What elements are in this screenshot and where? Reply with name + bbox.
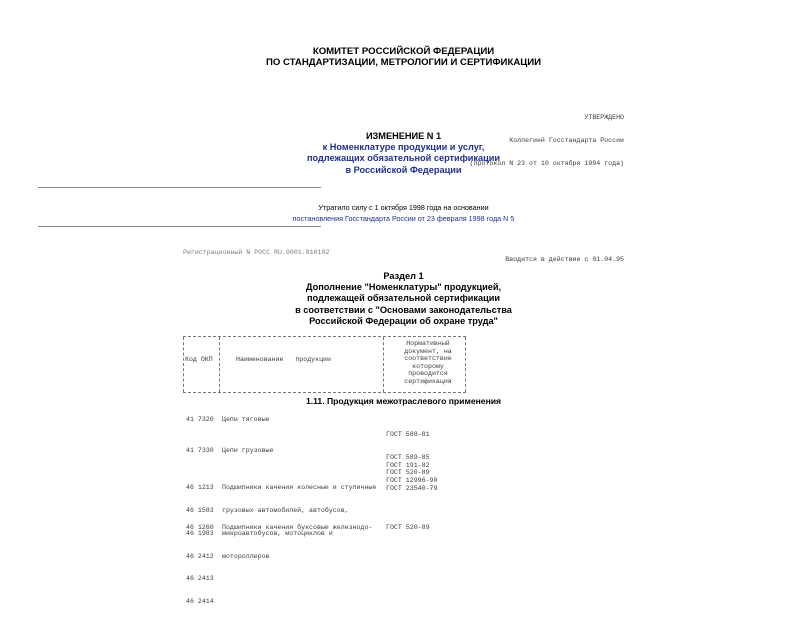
row-standards: ГОСТ 191-82 ГОСТ 23540-79 <box>386 462 438 492</box>
approved-line-3: (протокол N 23 от 10 октября 1994 года) <box>469 159 624 167</box>
header-name: Наименование продукции <box>236 356 331 363</box>
table-border-right <box>465 337 466 392</box>
header-normative-doc: Нормативный документ, на соответствие которому проводится сертификация <box>404 340 452 385</box>
amendment-title: ИЗМЕНЕНИЕ N 1 <box>365 131 442 141</box>
org-line-2: ПО СТАНДАРТИЗАЦИИ, МЕТРОЛОГИИ И СЕРТИФИКАЦИИ <box>265 57 542 68</box>
group-title: 1.11. Продукция межотраслевого применения <box>305 396 502 406</box>
amendment-link-line-1[interactable]: к Номенклатуре продукции и услуг, <box>322 142 485 153</box>
section-line-4: Российской Федерации об охране труда" <box>309 315 498 326</box>
section-line-1: Дополнение "Номенклатуры" продукцией, <box>305 282 502 293</box>
divider-bottom <box>38 226 321 227</box>
amendment-link-line-2[interactable]: подлежащих обязательной сертификации <box>306 153 501 164</box>
approved-line-2: Коллегией Госстандарта России <box>509 136 624 144</box>
row-code: 46 1213 46 1583 46 1983 46 2412 46 2413 46 2414 <box>186 484 214 606</box>
amendment-heading <box>0 131 807 176</box>
row-standards: ГОСТ 520-89 <box>386 469 430 476</box>
header-code: Код ОКП <box>185 356 213 363</box>
section-heading <box>0 271 807 327</box>
section-line-3: в соответствии с "Основами законодательства <box>295 304 512 315</box>
table-border-name <box>383 337 384 392</box>
registration-number: Регистрационный N РОСС RU.0001.010102 <box>183 249 330 256</box>
row-name: Цепи тяговые <box>222 416 270 423</box>
amendment-link-line-3[interactable]: в Российской Федерации <box>345 164 462 175</box>
table-border-code <box>219 337 220 392</box>
lost-force-link[interactable]: постановления Госстандарта России от 23 февраля 1998 года N 5 <box>292 214 515 223</box>
section-title: Раздел 1 <box>383 271 424 281</box>
section-line-2: подлежащей обязательной сертификации <box>306 293 501 304</box>
table-border-left <box>183 337 184 392</box>
row-name: Цепи грузовые <box>222 447 274 454</box>
org-line-1: КОМИТЕТ РОССИЙСКОЙ ФЕДЕРАЦИИ <box>312 46 495 57</box>
organization-heading <box>0 46 807 68</box>
lost-force-line-1: Утратило силу с 1 октября 1998 года на основании <box>318 203 489 212</box>
row-name: Подшипники качения колесные и ступичные грузовых автомобилей, автобусов, микроавтобусов, мотоциклов и мотороллеров <box>222 484 377 560</box>
row-standards: ГОСТ 588-81 ГОСТ 589-85 ГОСТ 12996-90 <box>386 431 438 484</box>
lost-force-notice <box>0 202 807 224</box>
effective-date: Вводится в действие с 01.04.95 <box>505 256 624 263</box>
approved-line-1: УТВЕРЖДЕНО <box>584 114 624 122</box>
row-code: 41 7330 <box>186 447 214 454</box>
row-standards: ГОСТ 520-89 <box>386 524 430 531</box>
divider-top <box>38 187 321 188</box>
row-code: 46 1260 <box>186 524 214 531</box>
row-name: Подшипники качения буксовые железнодо- <box>222 524 373 531</box>
row-code: 41 7320 <box>186 416 214 423</box>
